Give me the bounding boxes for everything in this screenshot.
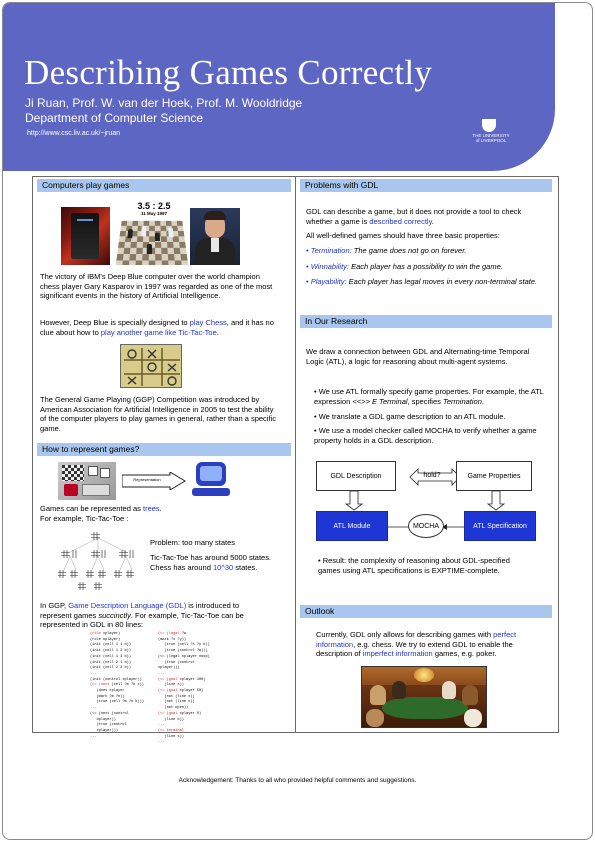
playability-label: Playability: [310, 277, 347, 286]
university-logo [469, 119, 513, 149]
described-correctly-link[interactable]: described correctly [369, 216, 432, 226]
text-span: , specifies [407, 396, 443, 406]
kasparov-photo [190, 208, 240, 265]
arrow-label: Representation [133, 477, 161, 482]
deep-blue-paragraph: The victory of IBM's Deep Blue computer over the world champion chess player Gary Kasparov in 1997 was regarded as one of the most significant events in the history of Artificial Intelligence. [40, 272, 273, 300]
gdl-code-right [158, 632, 228, 746]
outlook-paragraph [316, 630, 538, 659]
text-span: , e.g. chess. We try to extend GDL to enable the description of [316, 639, 513, 658]
text-span: games, e.g. poker. [432, 649, 497, 658]
code-text: ... [90, 706, 97, 711]
succinctly-text: succinctly [98, 610, 131, 620]
chess-board-image [116, 221, 188, 265]
code-text: xplayer 50) [177, 689, 204, 694]
column-divider [295, 176, 296, 733]
termination-label: Termination: [310, 246, 352, 255]
code-text: xplayer))) [90, 728, 119, 733]
code-keyword: (<= (goal [158, 677, 178, 682]
code-text: (true (cell ?x ?y b)) [158, 643, 210, 648]
text-span: • We use ATL formally specify game properties. For example, the ATL expression [314, 387, 544, 406]
code-text: (line x)) [158, 734, 184, 739]
code-text: (true (control [158, 660, 195, 665]
text-span: In GGP, [40, 601, 69, 610]
code-text: (does xplayer [90, 689, 125, 694]
section-heading-research: In Our Research [300, 315, 552, 328]
research-bullet-mocha: • We use a model checker called MOCHA to verify whether a game property holds in a GDL description. [314, 426, 537, 445]
research-intro: We draw a connection between GDL and Alternating-time Temporal Logic (ATL), a logic for reasoning about multi-agent systems. [306, 347, 530, 366]
problem-line: Problem: too many states [150, 538, 236, 547]
code-text: oplayer)) [90, 717, 116, 722]
trees-line [40, 504, 280, 514]
code-text: (not open)) [158, 706, 189, 711]
code-text: (mark ?x ?y)) [158, 637, 187, 642]
problems-paragraph [306, 207, 524, 226]
code-keyword: (<= terminal [158, 728, 184, 733]
text-span: , and it has no clue about how to [40, 318, 274, 337]
mocha-node: MOCHA [408, 514, 444, 538]
code-text: (init (control xplayer)) [90, 677, 142, 682]
homepage-url[interactable]: http://www.csc.liv.ac.uk/~jruan [27, 130, 121, 137]
properties-intro: All well-defined games should have three basic properties: [306, 231, 500, 240]
code-text: (not (line x)) [158, 694, 195, 699]
code-text: (<= (legal oplayer noop) [158, 654, 210, 659]
text-span: GDL can describe a game, but it does not provide a tool to check whether a game is [306, 207, 522, 226]
code-text: (<= (next (control [90, 711, 129, 716]
code-text: (true (cell ?m ?n b))) [90, 700, 144, 705]
match-date: 11 May 1997 [140, 211, 168, 216]
code-text: ... [90, 671, 97, 676]
code-line [158, 740, 228, 746]
text-span: . For example, Tic-Tac-Toe can be represented in GDL in 80 lines: [40, 610, 244, 629]
atl-expression: <<>> E Terminal [352, 396, 408, 406]
text-span: . [431, 216, 434, 226]
code-text: (not (line o)) [158, 700, 195, 705]
gdl-code-left [90, 632, 158, 740]
code-text: (true (control [90, 723, 127, 728]
authors: Ji Ruan, Prof. W. van der Hoek, Prof. M. Wooldridge [25, 96, 303, 110]
section-heading-represent: How to represent games? [37, 443, 291, 456]
code-keyword: (<= (legal [158, 632, 180, 636]
chess-states [150, 563, 290, 573]
deep-blue-image [61, 207, 110, 265]
text-span: . [481, 396, 484, 406]
code-keyword: (<= (goal [158, 711, 178, 716]
tic-tac-toe-example-line: For example, Tic-Tac-Toe : [40, 514, 129, 523]
bullet-icon: • [306, 246, 311, 255]
deep-blue-limit-paragraph [40, 318, 280, 337]
code-text: ?w [179, 632, 187, 636]
property-termination [306, 246, 546, 256]
code-text: ... [158, 740, 165, 745]
university-logo-text: THE UNIVERSITY of LIVERPOOL [472, 133, 510, 144]
text-span: is introduced to represent games [40, 601, 240, 620]
research-result: • Result: the complexity of reasoning about GDL-specified games using ATL specifications is EXPTIME-complete. [318, 556, 510, 575]
atl-module-box: ATL Module [316, 511, 388, 541]
code-text: (true (control ?w))) [158, 649, 208, 654]
text-span: Each player has a possibility to win the game. [349, 262, 503, 271]
section-heading-outlook: Outlook [300, 605, 552, 618]
match-score: 3.5 : 2.5 [137, 201, 171, 211]
tic-tac-toe-grid-icon [121, 345, 182, 388]
code-text: xplayer 0) [177, 711, 202, 716]
section-heading-computers: Computers play games [37, 179, 291, 192]
tic-tac-toe-photo [120, 344, 182, 388]
text-span: . [216, 327, 219, 337]
code-text: xplayer 100) [177, 677, 206, 682]
code-text: (mark ?m ?n)) [90, 694, 125, 699]
property-playability [306, 277, 540, 287]
hold-question-label: hold? [423, 471, 441, 479]
code-text: (cell ?m ?n x)) [109, 683, 144, 688]
code-text: xplayer) [100, 632, 121, 636]
game-tree-diagram [58, 530, 138, 592]
game-objects-photo [58, 462, 116, 500]
code-keyword: (<= (next [90, 683, 110, 688]
code-text: (init (cell 2 2 b)) [90, 666, 131, 671]
poster-title: Describing Games Correctly [24, 53, 433, 92]
chess-state-count: 10^30 [212, 563, 234, 572]
code-text: ... [90, 734, 97, 739]
text-span: Chess has around [150, 563, 213, 572]
section-heading-problems: Problems with GDL [300, 179, 552, 192]
code-line [90, 735, 158, 741]
text-span: However, Deep Blue is specially designed to [40, 318, 190, 327]
trees-link[interactable]: trees [142, 504, 160, 513]
property-winnability [306, 262, 546, 272]
code-text: (init (cell 2 1 b)) [90, 660, 131, 665]
bullet-icon: • [306, 262, 311, 271]
tic-tac-toe-states: Tic-Tac-Toe has around 5000 states. [150, 553, 272, 562]
code-text: (line o)) [158, 717, 184, 722]
research-bullet-atl [314, 387, 544, 406]
code-text: xplayer))) [158, 666, 180, 671]
code-text: (init (cell 1 2 b)) [90, 649, 131, 654]
text-span: Games can be represented as [40, 504, 143, 513]
code-keyword: (<= (goal [158, 689, 178, 694]
code-keyword: (role [90, 632, 101, 636]
code-text: (role oplayer) [90, 637, 121, 642]
acknowledgement: Acknowledgement: Thanks to all who provided helpful comments and suggestions. [178, 777, 417, 784]
research-bullet-translate: • We translate a GDL game description to an ATL module. [314, 412, 506, 421]
text-span: . [159, 504, 162, 513]
game-properties-box: Game Properties [456, 461, 532, 491]
termination-text: Termination [442, 396, 482, 406]
tic-tac-toe-link[interactable]: play another game like Tic-Tac-Toe [100, 327, 217, 337]
code-text: ... [158, 671, 165, 676]
code-text: ... [158, 723, 165, 728]
text-span: Each player has legal moves in every non-terminal state. [346, 277, 538, 286]
gdl-link[interactable]: Game Description Language (GDL) [68, 601, 187, 610]
gdl-description-box: GDL Description [316, 461, 396, 491]
play-chess-link[interactable]: play Chess [189, 318, 227, 327]
text-span: The game does not go on forever. [351, 246, 467, 255]
header-banner [3, 3, 555, 171]
code-text: (line x)) [158, 683, 184, 688]
poker-dogs-painting [361, 666, 487, 728]
imperfect-information-link[interactable]: imperfect information [362, 649, 433, 658]
text-span: Currently, GDL only allows for describing games with [316, 630, 494, 639]
bullet-icon: • [306, 277, 311, 286]
perfect-information-link[interactable]: perfect information [316, 630, 517, 649]
atl-specification-box: ATL Specification [464, 511, 536, 541]
gdl-intro-paragraph [40, 601, 270, 630]
department: Department of Computer Science [25, 111, 204, 125]
winnability-label: Winnability: [310, 262, 349, 271]
crest-shield-icon [482, 119, 496, 132]
code-text: (init (cell 1 1 b)) [90, 643, 131, 648]
computer-icon [190, 462, 232, 500]
text-span: states. [233, 563, 258, 572]
ggp-paragraph: The General Game Playing (GGP) Competition was introduced by American Association for Artificial Intelligence in 2005 to test the ability of the computer players to play games in general, rather than a specific game. [40, 395, 276, 433]
code-text: (init (cell 1 3 b)) [90, 654, 131, 659]
